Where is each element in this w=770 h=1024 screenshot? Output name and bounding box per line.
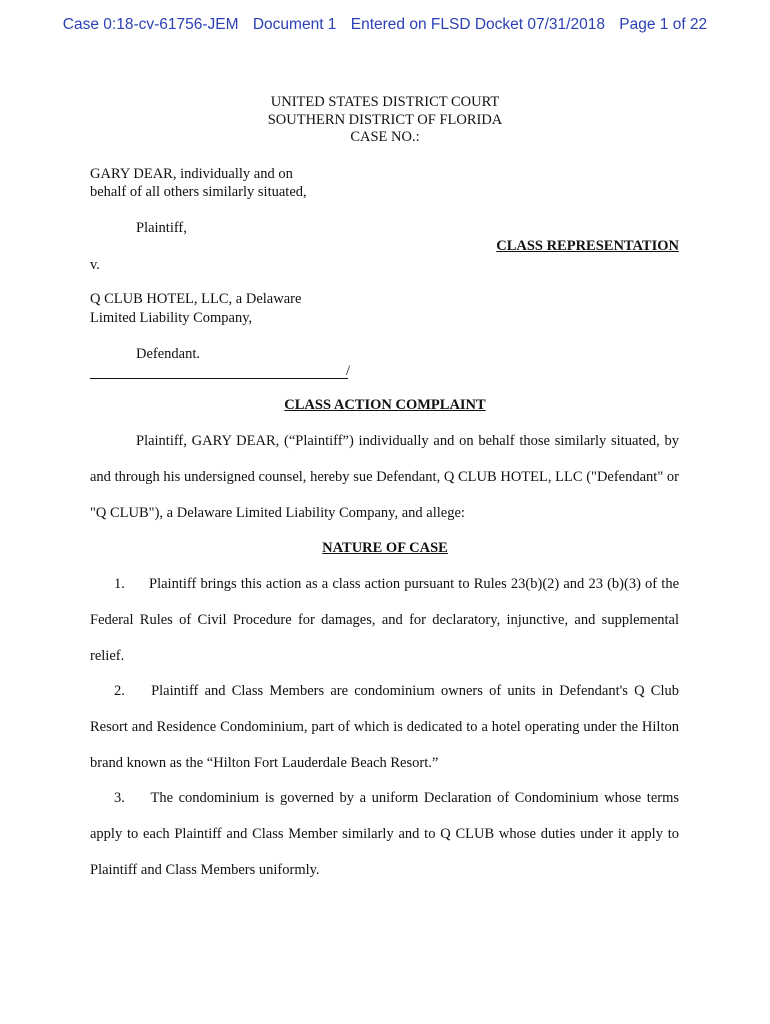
class-representation-label: CLASS REPRESENTATION <box>496 238 679 254</box>
defendant-name-line1: Q CLUB HOTEL, LLC, a Delaware <box>90 291 302 307</box>
paragraph-number: 2. <box>114 683 125 699</box>
caption-rule <box>90 378 348 379</box>
court-heading <box>0 94 770 147</box>
paragraph-1 <box>90 567 679 674</box>
section-heading: NATURE OF CASE <box>322 540 448 556</box>
document-number: Document 1 <box>252 16 337 33</box>
court-name: UNITED STATES DISTRICT COURT <box>270 94 500 110</box>
plaintiff-label: Plaintiff, <box>136 220 187 236</box>
plaintiff-name-line2: behalf of all others similarly situated, <box>90 184 307 200</box>
paragraph-text: Plaintiff brings this action as a class action pursuant to Rules 23(b)(2) and 23 (b)(3) of the Federal Rules of Civil Procedure for damages, and for declaratory, injunctive, and supplemental relief. <box>90 576 680 664</box>
paragraph-text: Plaintiff and Class Members are condominium owners of units in Defendant's Q Club Resort and Residence Condominium, part of which is dedicated to a hotel operating under the Hilton brand known as the “Hilton Fort Lauderdale Beach Resort.” <box>90 683 679 771</box>
defendant-name-line2: Limited Liability Company, <box>90 310 253 326</box>
docket-entry: Entered on FLSD Docket 07/31/2018 <box>350 16 605 33</box>
paragraph-3 <box>90 781 679 888</box>
case-number: Case 0:18-cv-61756-JEM <box>62 16 239 33</box>
defendant-label: Defendant. <box>136 346 201 362</box>
paragraph-number: 3. <box>114 790 125 806</box>
page-number: Page 1 of 22 <box>619 16 708 33</box>
caption-slash: / <box>346 363 351 379</box>
docket-header <box>0 16 770 34</box>
court-district: SOUTHERN DISTRICT OF FLORIDA <box>267 111 503 128</box>
paragraph-text: The condominium is governed by a uniform Declaration of Condominium whose terms apply to each Plaintiff and Class Member similarly and to Q CLUB whose duties under it apply to Plaintiff and Class Members uniformly. <box>90 790 680 878</box>
complaint-title: CLASS ACTION COMPLAINT <box>284 397 486 413</box>
paragraph-2 <box>90 674 679 781</box>
versus: v. <box>90 257 100 273</box>
paragraph-number: 1. <box>114 576 125 592</box>
plaintiff-name-line1: GARY DEAR, individually and on <box>90 166 293 182</box>
case-no-label: CASE NO.: <box>350 129 420 145</box>
intro-paragraph: Plaintiff, GARY DEAR, (“Plaintiff”) individually and on behalf those similarly situated, by and through his undersigned counsel, hereby sue Defendant, Q CLUB HOTEL, LLC ("Defendant" or "Q CLUB"), a Delaware Limited Liability Company, and allege: <box>90 433 679 521</box>
